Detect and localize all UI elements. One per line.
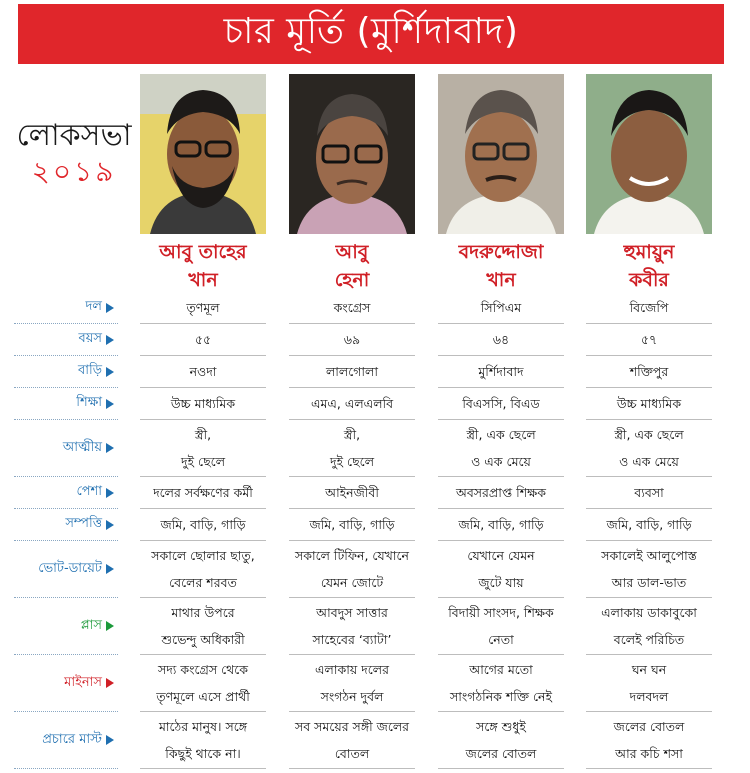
row-label-5: [0, 420, 118, 476]
cell-line: মুর্শিদাবাদ: [478, 364, 524, 379]
row-label-text: মাইনাস: [64, 674, 102, 690]
cell-divider: [586, 323, 712, 324]
row-label-text: পেশা: [76, 484, 102, 499]
cell-divider: [586, 387, 712, 388]
cell-line: আর ডাল-ভাত: [611, 575, 687, 590]
cell-line: বিদায়ী সাংসদ, শিক্ষক: [448, 605, 554, 620]
election-house: লোকসভা: [16, 118, 132, 153]
cell-line: সদ্য কংগ্রেস থেকে: [157, 662, 249, 677]
cell-divider: [140, 419, 266, 420]
cell-divider: [586, 419, 712, 420]
cell-divider: [438, 476, 564, 477]
cell-line: ব্যবসা: [634, 485, 664, 500]
cell-divider: [289, 355, 415, 356]
row-label-8: [0, 541, 118, 597]
cell-divider: [140, 323, 266, 324]
table-cell: [438, 421, 564, 475]
cell-line: নেতা: [488, 632, 514, 647]
cell-line: নওদা: [189, 364, 217, 379]
triangle-arrow-icon: [106, 443, 114, 453]
cell-divider: [438, 654, 564, 655]
cell-divider: [289, 476, 415, 477]
table-cell: [586, 542, 712, 596]
cell-line: বলেই পরিচিত: [613, 632, 685, 647]
row-label-text: বাড়ি: [77, 363, 102, 378]
cell-line: আর কচি শসা: [615, 746, 683, 761]
cell-line: স্ত্রী, এক ছেলে: [614, 427, 684, 442]
cell-line: জুটে যায়: [478, 575, 524, 590]
cell-line: সংগঠন দুর্বল: [320, 689, 384, 704]
table-cell: [586, 390, 712, 417]
table-cell: [289, 294, 415, 321]
candidate-name-2: আবু হেনা: [334, 241, 370, 291]
triangle-arrow-icon: [106, 399, 114, 409]
cell-line: সিপিএম: [480, 300, 522, 315]
row-label-7: [0, 509, 118, 540]
row-label-text: প্লাস: [80, 617, 102, 633]
row-divider: [14, 768, 118, 769]
table-cell: [289, 326, 415, 353]
cell-line: স্ত্রী, এক ছেলে: [466, 427, 536, 442]
table-cell: [289, 542, 415, 596]
row-label-9: [0, 598, 118, 654]
cell-line: সকালে টিফিন, যেখানে: [294, 548, 410, 563]
triangle-arrow-icon: [106, 564, 114, 574]
table-cell: [289, 713, 415, 767]
table-cell: [586, 358, 712, 385]
table-cell: [289, 421, 415, 475]
row-label-text: বয়স: [78, 331, 102, 346]
table-cell: [438, 294, 564, 321]
cell-line: আবদুস সাত্তার: [316, 605, 388, 620]
cell-divider: [438, 711, 564, 712]
cell-divider: [289, 711, 415, 712]
photo-humayun-kabir: [586, 74, 712, 234]
cell-line: দলবদল: [629, 689, 669, 704]
row-label-4: [0, 388, 118, 419]
row-label-2: [0, 324, 118, 355]
table-cell: [438, 542, 564, 596]
cell-line: লালগোলা: [325, 364, 379, 379]
cell-line: দুই ছেলে: [180, 454, 226, 469]
cell-divider: [586, 711, 712, 712]
cell-divider: [289, 597, 415, 598]
row-label-10: [0, 655, 118, 711]
cell-divider: [289, 419, 415, 420]
triangle-arrow-icon: [106, 367, 114, 377]
cell-divider: [289, 508, 415, 509]
row-label-text: দল: [85, 299, 102, 314]
table-cell: [586, 326, 712, 353]
triangle-arrow-icon: [106, 735, 114, 745]
table-cell: [289, 479, 415, 506]
row-label-text: প্রচারে মাস্ট: [42, 731, 102, 747]
table-cell: [140, 421, 266, 475]
cell-line: কংগ্রেস: [333, 300, 371, 315]
table-cell: [140, 656, 266, 710]
table-cell: [586, 599, 712, 653]
cell-line: এলাকায় দলের: [315, 662, 389, 677]
table-cell: [140, 542, 266, 596]
candidate-name-3: বদরুদ্দোজা খান: [458, 241, 544, 291]
cell-divider: [140, 597, 266, 598]
cell-divider: [140, 355, 266, 356]
photo-abu-hena: [289, 74, 415, 234]
cell-line: কিছুই থাকে না।: [165, 746, 241, 761]
cell-divider: [140, 540, 266, 541]
table-cell: [140, 479, 266, 506]
triangle-arrow-icon: [106, 303, 114, 313]
triangle-arrow-icon: [106, 488, 114, 498]
cell-line: যেমন জোটে: [320, 575, 384, 590]
table-cell: [438, 479, 564, 506]
cell-divider: [438, 540, 564, 541]
table-cell: [438, 358, 564, 385]
cell-divider: [586, 355, 712, 356]
cell-line: আগের মতো: [469, 662, 533, 677]
row-label-11: [0, 712, 118, 768]
cell-line: স্ত্রী,: [343, 427, 361, 442]
cell-line: বেলের শরবত: [169, 575, 237, 590]
cell-line: সাহেবের ‘ব্যাটা’: [312, 632, 392, 647]
table-cell: [586, 511, 712, 538]
table-cell: [586, 713, 712, 767]
cell-line: যেখানে যেমন: [467, 548, 535, 563]
cell-divider: [438, 768, 564, 769]
title-banner: [18, 4, 724, 64]
row-label-text: ভোট-ডায়েট: [38, 560, 102, 576]
table-cell: [438, 390, 564, 417]
cell-line: উচ্চ মাধ্যমিক: [616, 396, 682, 411]
cell-line: মাঠের মানুষ। সঙ্গে: [158, 719, 248, 734]
row-label-3: [0, 356, 118, 387]
cell-divider: [289, 768, 415, 769]
row-label-text: আত্মীয়: [62, 439, 102, 455]
table-cell: [438, 326, 564, 353]
triangle-arrow-icon: [106, 520, 114, 530]
cell-divider: [438, 387, 564, 388]
cell-divider: [289, 323, 415, 324]
cell-line: ৬৯: [343, 332, 361, 347]
cell-divider: [140, 387, 266, 388]
cell-line: বোতল: [334, 746, 370, 761]
cell-divider: [438, 355, 564, 356]
row-label-6: [0, 477, 118, 508]
table-cell: [289, 390, 415, 417]
cell-line: শক্তিপুর: [629, 364, 669, 379]
cell-line: সকালেই আলুপোস্ত: [601, 548, 697, 563]
cell-line: দুই ছেলে: [329, 454, 375, 469]
cell-divider: [586, 597, 712, 598]
cell-line: উচ্চ মাধ্যমিক: [170, 396, 236, 411]
cell-line: সাংগঠনিক শক্তি নেই: [449, 689, 552, 704]
cell-line: জমি, বাড়ি, গাড়ি: [458, 517, 544, 532]
table-cell: [438, 599, 564, 653]
cell-line: ৫৫: [194, 332, 212, 347]
cell-divider: [586, 768, 712, 769]
cell-line: ও এক মেয়ে: [619, 454, 679, 469]
table-cell: [140, 326, 266, 353]
table-cell: [140, 390, 266, 417]
photo-badaruddoza-khan: [438, 74, 564, 234]
cell-line: ৬৪: [492, 332, 510, 347]
cell-line: জলের বোতল: [613, 719, 685, 734]
table-cell: [289, 599, 415, 653]
cell-line: সকালে ছোলার ছাতু,: [151, 548, 255, 563]
table-cell: [586, 656, 712, 710]
cell-line: জমি, বাড়ি, গাড়ি: [160, 517, 246, 532]
cell-line: ঘন ঘন: [631, 662, 667, 677]
table-cell: [289, 656, 415, 710]
cell-line: শুভেন্দু অধিকারী: [161, 632, 245, 647]
cell-line: অবসরপ্রাপ্ত শিক্ষক: [456, 485, 546, 500]
cell-divider: [586, 540, 712, 541]
election-year: ২০১৯: [31, 155, 117, 188]
cell-line: ৫৭: [640, 332, 658, 347]
row-label-text: সম্পত্তি: [65, 516, 102, 531]
cell-line: জমি, বাড়ি, গাড়ি: [606, 517, 692, 532]
cell-divider: [289, 654, 415, 655]
cell-line: ও এক মেয়ে: [471, 454, 531, 469]
cell-divider: [140, 768, 266, 769]
table-cell: [438, 511, 564, 538]
cell-divider: [586, 476, 712, 477]
candidate-name-1: আবু তাহের খান: [159, 241, 247, 291]
table-cell: [140, 599, 266, 653]
triangle-arrow-icon: [106, 621, 114, 631]
cell-divider: [438, 508, 564, 509]
election-tag: [14, 118, 134, 190]
cell-line: জমি, বাড়ি, গাড়ি: [309, 517, 395, 532]
cell-line: তৃণমূলে এসে প্রার্থী: [156, 689, 250, 704]
table-cell: [586, 479, 712, 506]
table-cell: [140, 358, 266, 385]
cell-line: তৃণমূল: [186, 300, 220, 315]
cell-line: এলাকায় ডাকাবুকো: [601, 605, 697, 620]
cell-divider: [438, 419, 564, 420]
page-title: চার মূর্তি (মুর্শিদাবাদ): [223, 11, 519, 52]
table-cell: [586, 294, 712, 321]
cell-line: দলের সর্বক্ষণের কর্মী: [153, 485, 253, 500]
table-cell: [140, 511, 266, 538]
table-cell: [438, 713, 564, 767]
table-cell: [289, 511, 415, 538]
cell-divider: [438, 323, 564, 324]
cell-divider: [140, 654, 266, 655]
table-cell: [140, 713, 266, 767]
table-cell: [289, 358, 415, 385]
cell-line: আইনজীবী: [325, 485, 379, 500]
cell-divider: [289, 387, 415, 388]
triangle-arrow-icon: [106, 678, 114, 688]
cell-line: বিজেপি: [629, 300, 669, 315]
row-label-text: শিক্ষা: [76, 395, 102, 410]
cell-line: স্ত্রী,: [194, 427, 212, 442]
cell-divider: [140, 508, 266, 509]
cell-line: মাথার উপরে: [171, 605, 235, 620]
cell-line: এমএ, এলএলবি: [310, 396, 394, 411]
table-cell: [438, 656, 564, 710]
photo-abu-taher-khan: [140, 74, 266, 234]
cell-divider: [438, 597, 564, 598]
cell-line: সঙ্গে শুধুই: [476, 719, 526, 734]
cell-line: জলের বোতল: [465, 746, 537, 761]
table-cell: [586, 421, 712, 475]
cell-divider: [586, 654, 712, 655]
triangle-arrow-icon: [106, 335, 114, 345]
cell-line: সব সময়ের সঙ্গী জলের: [294, 719, 410, 734]
table-cell: [140, 294, 266, 321]
row-label-1: [0, 292, 118, 323]
cell-divider: [140, 711, 266, 712]
cell-divider: [140, 476, 266, 477]
cell-divider: [586, 508, 712, 509]
candidate-name-4: হুমায়ুন কবীর: [623, 241, 675, 291]
cell-line: বিএসসি, বিএড: [462, 396, 540, 411]
cell-divider: [289, 540, 415, 541]
